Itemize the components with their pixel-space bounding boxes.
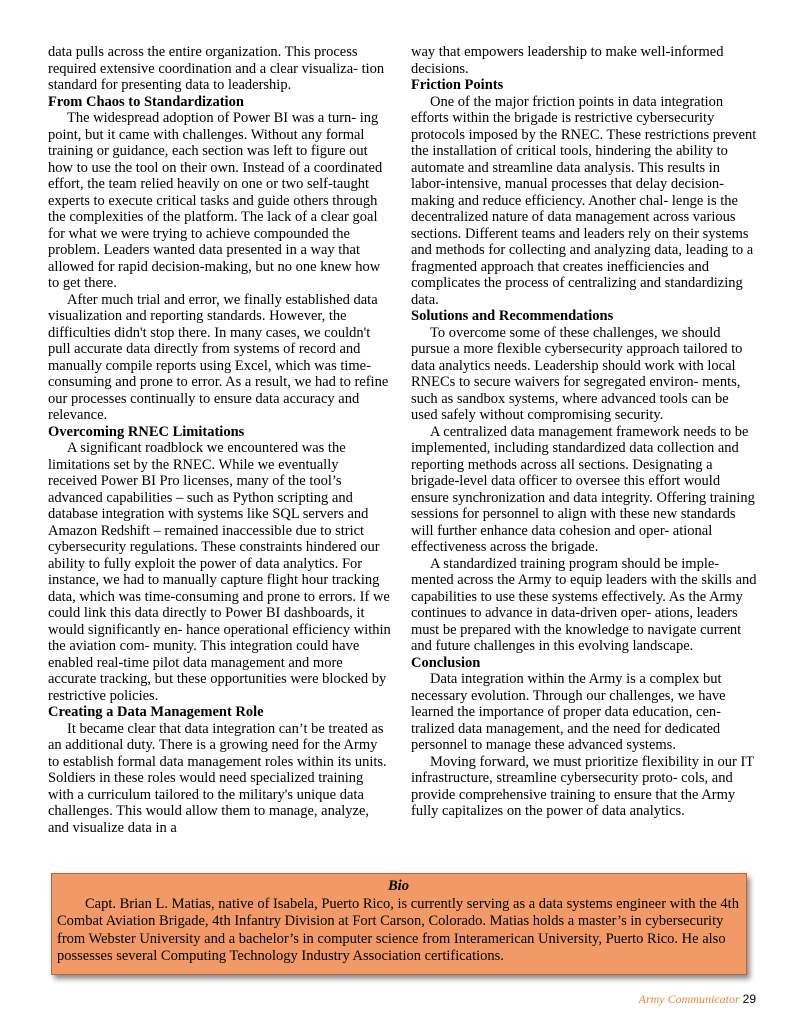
section-heading: Friction Points xyxy=(411,77,504,93)
paragraph: One of the major friction points in data integration efforts within the brigade is restrictive cybersecurity protocols imposed by the RNEC. These restrictions prevent the installation of critical tools, hindering the ability to automate and streamline data analysis. This results in labor-intensive, manual processes that delay decision-making and reduce efficiency. Another chal- lenge is the decentralized nature of data management across various sections. Different teams and leaders rely on their systems and methods for collecting and analyzing data, leading to a fragmented approach that creates inefficiencies and complicates the process of centralizing and standardizing data. xyxy=(411,93,757,308)
paragraph: Moving forward, we must prioritize flexibility in our IT infrastructure, streamline cybersecurity proto- cols, and provide comprehensive training to ensure that the Army fully capitalizes on the power of data analytics. xyxy=(411,753,754,819)
paragraph: To overcome some of these challenges, we should pursue a more flexible cybersecurity approach tailored to data analytics needs. Leadership should work with local RNECs to secure waivers for segregated environ- ments, such as sandbox systems, where advanced tools can be used safely without compromising security. xyxy=(411,324,743,423)
section-heading: Overcoming RNEC Limitations xyxy=(48,423,245,440)
bio-text: Capt. Brian L. Matias, native of Isabela, Puerto Rico, is currently serving as a data systems engineer with the 4th Combat Aviation Brigade, 4th Infantry Division at Fort Carson, Colorado. Matias holds a master’s in cybersecurity from Webster University and a bachelor’s in computer science from Interamerican University, Puerto Rico. He also possesses several Computing Technology Industry Association certifications. xyxy=(57,895,739,964)
paragraph: After much trial and error, we finally established data visualization and reporting standards. However, the difficulties didn't stop there. In many cases, we couldn't pull accurate data directly from systems of record and manually compile reports using Excel, which was time-consuming and prone to error. As a result, we had to refine our processes continually to ensure data accuracy and relevance. xyxy=(48,291,389,423)
page-number: 29 xyxy=(742,992,756,1006)
paragraph: data pulls across the entire organization. This process required extensive coordination and a clear visualiza- tion standard for presenting data to leadership. xyxy=(48,44,385,93)
paragraph: A centralized data management framework needs to be implemented, including standardized data collection and reporting methods across all sections. Designating a brigade-level data officer to oversee this effort would ensure synchronization and data integrity. Offering training sessions for personnel to align with these new standards will further enhance data cohesion and oper- ational effectiveness across the brigade. xyxy=(411,423,755,555)
paragraph: Data integration within the Army is a complex but necessary evolution. Through our challenges, we have learned the importance of proper data education, cen- tralized data management, and the need for dedicated personnel to manage these advanced systems. xyxy=(411,671,726,753)
paragraph: A standardized training program should be imple- mented across the Army to equip leaders with the skills and capabilities to use these systems effectively. As the Army continues to advance in data-driven oper- ations, leaders must be prepared with the knowledge to navigate current and future challenges in this evolving landscape. xyxy=(411,555,757,654)
paragraph: It became clear that data integration can’t be treated as an additional duty. There is a growing need for the Army to establish formal data management roles within its units. Soldiers in these roles would need specialized training with a curriculum tailored to the military's unique data challenges. This would allow them to manage, analyze, and visualize data in a xyxy=(48,720,387,836)
publication-name: Army Communicator xyxy=(638,992,740,1006)
section-heading: Conclusion xyxy=(411,654,481,671)
section-heading: Solutions and Recommendations xyxy=(411,308,614,324)
section-heading: From Chaos to Standardization xyxy=(48,93,244,110)
paragraph: way that empowers leadership to make well-informed decisions. xyxy=(411,44,724,77)
bio-box xyxy=(51,873,747,975)
bio-title: Bio xyxy=(388,878,409,894)
left-column xyxy=(48,44,391,836)
paragraph: The widespread adoption of Power BI was a turn- ing point, but it came with challenges. Without any formal training or guidance, each section was left to figure out how to use the tool on their own. Instead of a coordinated effort, the team relied heavily on one or two self-taught experts to execute critical tasks and guide others through the complexities of the platform. The lack of a clear goal for what we were trying to achieve compounded the problem. Leaders wanted data presented in a way that allowed for rapid decision-making, but no one knew how to get there. xyxy=(48,110,383,291)
right-column xyxy=(411,44,757,820)
paragraph: A significant roadblock we encountered was the limitations set by the RNEC. While we eventually received Power BI Pro licenses, many of the tool’s advanced capabilities – such as Python scripting and database integration with systems like SQL servers and Amazon Redshift – remained inaccessible due to strict cybersecurity regulations. These constraints hindered our ability to fully exploit the power of data analytics. For instance, we had to manually capture flight hour tracking data, which was time-consuming and prone to errors. If we could link this data directly to Power BI dashboards, it would significantly en- hance operational efficiency within the aviation com- munity. This integration could have enabled real-time pilot data management and more accurate tracking, but these opportunities were blocked by restrictive policies. xyxy=(48,440,391,704)
section-heading: Creating a Data Management Role xyxy=(48,704,264,720)
page-footer xyxy=(639,992,756,1006)
